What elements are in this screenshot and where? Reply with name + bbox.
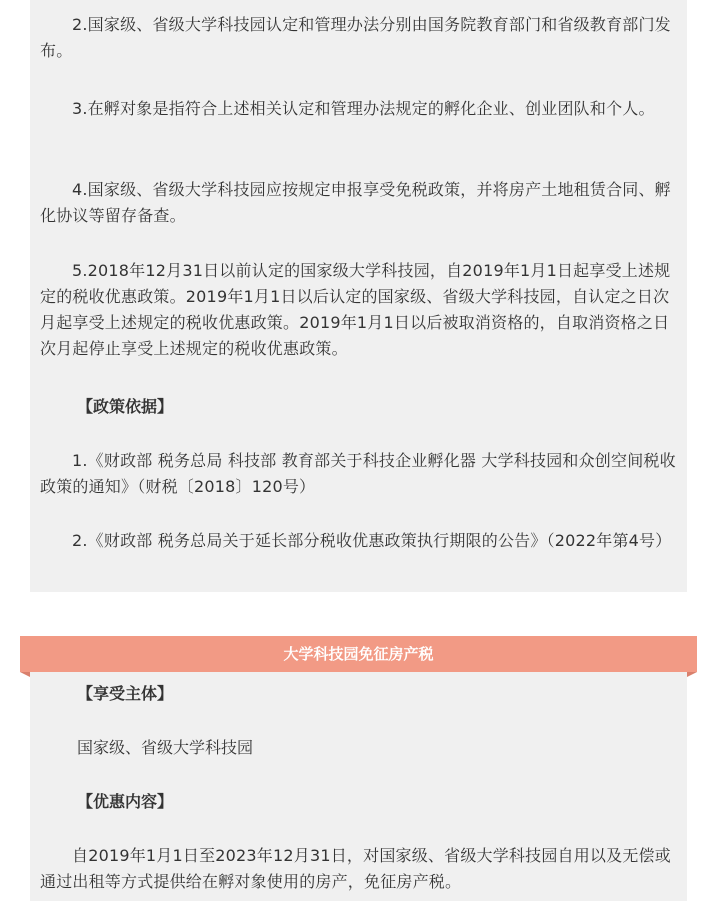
benefit-text: 自2019年1月1日至2023年12月31日，对国家级、省级大学科技园自用以及无偿或通过出租等方式提供给在孵对象使用的房产，免征房产税。 — [40, 846, 671, 891]
policy-basis-item-2: 2.《财政部 税务总局关于延长部分税收优惠政策执行期限的公告》（2022年第4号） — [72, 531, 672, 550]
section-banner: 大学科技园免征房产税 — [20, 636, 697, 672]
note-item-3: 3.在孵对象是指符合上述相关认定和管理办法规定的孵化企业、创业团队和个人。 — [72, 99, 655, 118]
policy-basis-item-1: 1.《财政部 税务总局 科技部 教育部关于科技企业孵化器 大学科技园和众创空间税收政策的通知》（财税〔2018〕120号） — [40, 451, 676, 496]
policy-basis-heading: 【政策依据】 — [77, 397, 174, 416]
subject-heading: 【享受主体】 — [77, 684, 174, 703]
banner-fold-left — [20, 672, 30, 677]
note-item-4: 4.国家级、省级大学科技园应按规定申报享受免税政策，并将房产土地租赁合同、孵化协议等留存备查。 — [40, 180, 671, 225]
banner-fold-right — [687, 672, 697, 677]
note-item-5: 5.2018年12月31日以前认定的国家级大学科技园，自2019年1月1日起享受上述规定的税收优惠政策。2019年1月1日以后认定的国家级、省级大学科技园，自认定之日次月起享受上述规定的税收优惠政策。2019年1月1日以后被取消资格的，自取消资格之日次月起停止享受上述规定的税收优惠政策。 — [40, 261, 671, 358]
subject-text: 国家级、省级大学科技园 — [77, 738, 254, 757]
benefit-heading: 【优惠内容】 — [77, 792, 174, 811]
note-item-2: 2.国家级、省级大学科技园认定和管理办法分别由国务院教育部门和省级教育部门发布。 — [40, 15, 671, 60]
